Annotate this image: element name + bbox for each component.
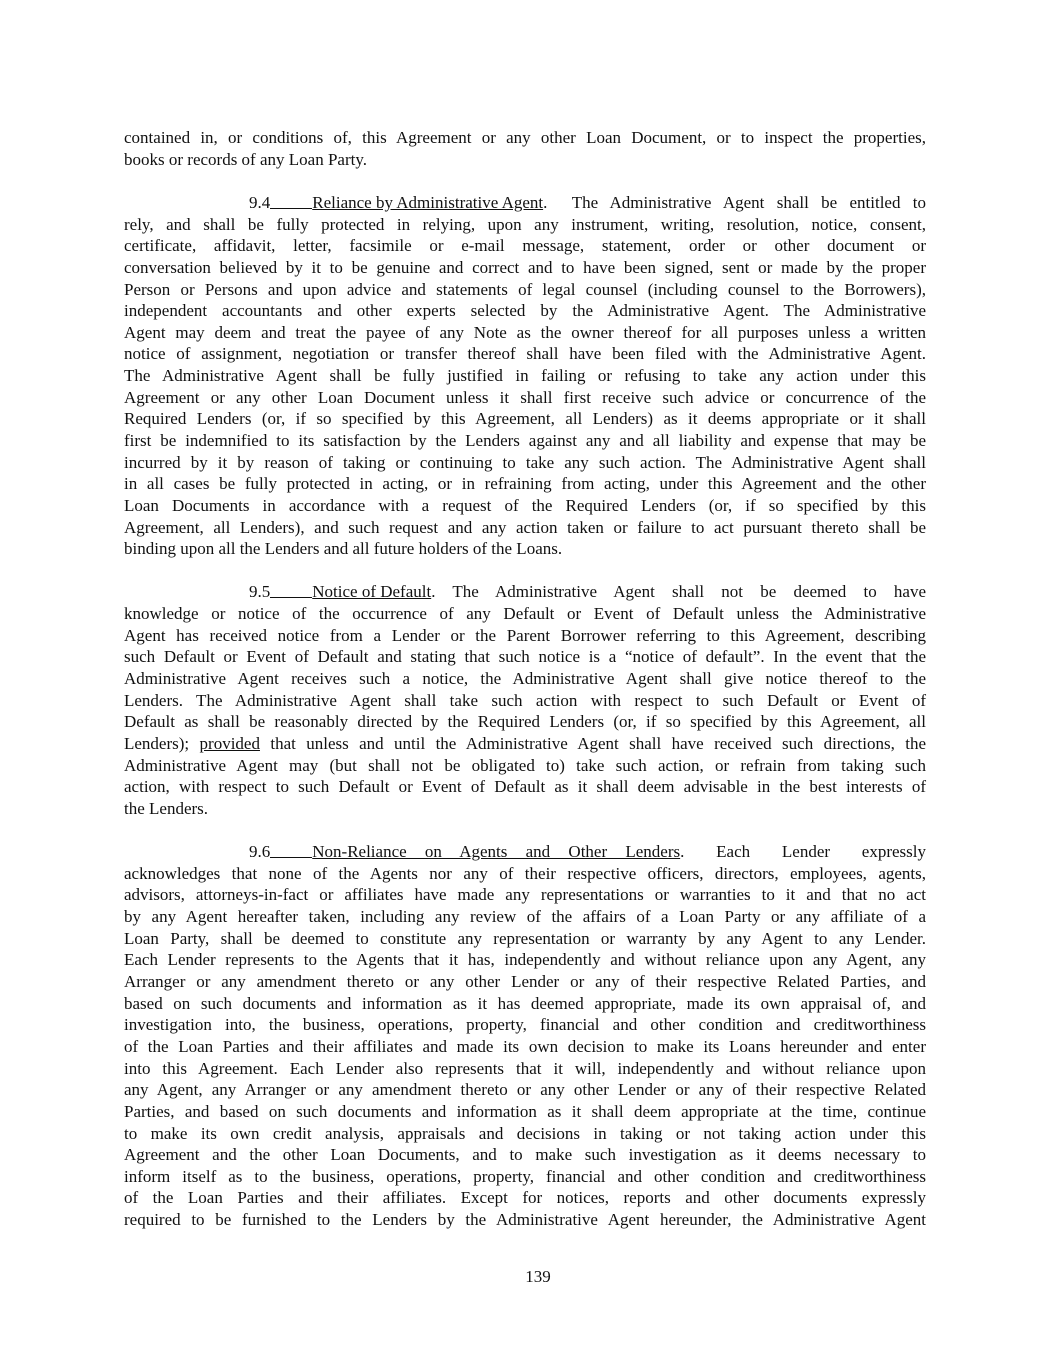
text-line: . The Administrative Agent shall not be deemed to have xyxy=(431,582,926,602)
text-line: first be indemnified to its satisfaction by the Lenders against any and all liability and expense that may be xyxy=(124,430,926,450)
text-line: Agreement or any other Loan Document unless it shall first receive such advice or concurrence of the xyxy=(124,387,926,407)
text-line: to make its own credit analysis, appraisals and decisions in taking or not taking action under this xyxy=(124,1123,926,1143)
section-9-5 xyxy=(124,581,926,819)
text-line: by any Agent hereafter taken, including any review of the affairs of a Loan Party or any affiliate of a xyxy=(124,907,926,927)
text-line: investigation into, the business, operations, property, financial and other condition and creditworthiness xyxy=(124,1015,926,1035)
text-line: Required Lenders (or, if so specified by this Agreement, all Lenders) as it deems appropriate or it shall xyxy=(124,409,926,429)
text-line: in all cases be fully protected in acting, or in refraining from acting, under this Agreement and the other xyxy=(124,474,926,494)
section-title: Non-Reliance on Agents and Other Lenders xyxy=(312,842,681,862)
text-line: Person or Persons and upon advice and statements of legal counsel (including counsel to the Borrowers), xyxy=(124,279,926,299)
text-line: incurred by it by reason of taking or continuing to take any such action. The Administrative Agent shall xyxy=(124,452,926,472)
underline-tab xyxy=(270,841,312,858)
continuation-paragraph xyxy=(124,127,926,170)
underline-tab xyxy=(270,192,312,209)
text-line: Administrative Agent receives such a notice, the Administrative Agent shall give notice thereof to the xyxy=(124,669,926,689)
text-line: acknowledges that none of the Agents nor any of their respective officers, directors, employees, agents, xyxy=(124,863,926,883)
section-heading-line xyxy=(124,192,926,214)
section-number: 9.4 xyxy=(249,192,271,212)
text-line xyxy=(124,733,926,755)
text-line: notice of assignment, negotiation or transfer thereof shall have been filed with the Administrative Agent. xyxy=(124,344,926,364)
section-number: 9.5 xyxy=(249,582,271,602)
text-line: Arranger or any amendment thereto or any other Lender or any of their respective Related Parties, and xyxy=(124,972,926,992)
text-line: rely, and shall be fully protected in relying, upon any instrument, writing, resolution, notice, consent, xyxy=(124,214,926,234)
text-line: contained in, or conditions of, this Agreement or any other Loan Document, or to inspect the properties, xyxy=(124,128,926,147)
text-line: based on such documents and information as it has deemed appropriate, made its own appraisal of, and xyxy=(124,993,926,1013)
text-line: action, with respect to such Default or Event of Default as it shall deem advisable in the best interests of xyxy=(124,777,926,797)
section-9-6 xyxy=(124,841,926,1231)
section-heading-line xyxy=(124,841,926,863)
text-line: Parties, and based on such documents and information as it shall deem appropriate at the time, continue xyxy=(124,1101,926,1121)
text-line: of the Loan Parties and their affiliates and made its own decision to make its Loans hereunder and enter xyxy=(124,1036,926,1056)
text-line: any Agent, any Arranger or any amendment thereto or any other Lender or any of their respective Related xyxy=(124,1080,926,1100)
section-heading-line xyxy=(124,581,926,603)
text-line: Loan Party, shall be deemed to constitute any representation or warranty by any Agent to any Lender. xyxy=(124,928,926,948)
text-line: Loan Documents in accordance with a request of the Required Lenders (or, if so specified by this xyxy=(124,495,926,515)
text-line: into this Agreement. Each Lender also represents that it will, independently and without reliance upon xyxy=(124,1058,926,1078)
text-line: Each Lender represents to the Agents that it has, independently and without reliance upon any Agent, any xyxy=(124,950,926,970)
section-title: Notice of Default xyxy=(312,582,432,602)
text-line: independent accountants and other experts selected by the Administrative Agent. The Administrative xyxy=(124,301,926,321)
page-number: 139 xyxy=(525,1267,551,1286)
text-line: . Each Lender expressly xyxy=(680,842,926,862)
section-number: 9.6 xyxy=(249,842,271,862)
text-line: Lenders. The Administrative Agent shall take such action with respect to such Default or Event of xyxy=(124,690,926,710)
text-line: Administrative Agent may (but shall not be obligated to) take such action, or refrain from taking such xyxy=(124,755,926,775)
text-line: Agent may deem and treat the payee of any Note as the owner thereof for all purposes unless a written xyxy=(124,322,926,342)
underline-tab xyxy=(270,581,312,598)
text-fragment: that unless and until the Administrative Agent shall have received such directions, the xyxy=(259,733,927,753)
text-line: The Administrative Agent shall be fully justified in failing or refusing to take any action under this xyxy=(124,366,926,386)
text-line: Agent has received notice from a Lender or the Parent Borrower referring to this Agreement, describing xyxy=(124,625,926,645)
text-fragment: Lenders); xyxy=(124,733,200,753)
text-line: certificate, affidavit, letter, facsimile or e-mail message, statement, order or other document or xyxy=(124,236,926,256)
text-line: . The Administrative Agent shall be entitled to xyxy=(543,192,926,212)
document-page xyxy=(124,127,926,1252)
text-line: the Lenders. xyxy=(124,798,209,818)
text-line: of the Loan Parties and their affiliates. Except for notices, reports and other documents expressly xyxy=(124,1188,926,1208)
text-line: required to be furnished to the Lenders by the Administrative Agent hereunder, the Administrative Agent xyxy=(124,1210,926,1230)
text-line: such Default or Event of Default and stating that such notice is a “notice of default”. In the event that the xyxy=(124,647,926,667)
text-line: Default as shall be reasonably directed by the Required Lenders (or, if so specified by this Agreement, all xyxy=(124,712,926,732)
text-line: Agreement, all Lenders), and such request and any action taken or failure to act pursuant thereto shall be xyxy=(124,517,926,537)
provided-term: provided xyxy=(199,733,260,753)
text-line: inform itself as to the business, operations, property, financial and other condition and creditworthiness xyxy=(124,1166,926,1186)
text-line: knowledge or notice of the occurrence of any Default or Event of Default unless the Administrative xyxy=(124,604,926,624)
text-line: Agreement and the other Loan Documents, and to make such investigation as it deems necessary to xyxy=(124,1145,926,1165)
text-line: advisors, attorneys-in-fact or affiliates have made any representations or warranties to it and that no act xyxy=(124,885,926,905)
section-9-4 xyxy=(124,192,926,560)
section-title: Reliance by Administrative Agent xyxy=(312,192,544,212)
text-line: books or records of any Loan Party. xyxy=(124,149,367,169)
text-line: conversation believed by it to be genuine and correct and to have been signed, sent or made by the proper xyxy=(124,257,926,277)
text-line: binding upon all the Lenders and all future holders of the Loans. xyxy=(124,539,563,559)
